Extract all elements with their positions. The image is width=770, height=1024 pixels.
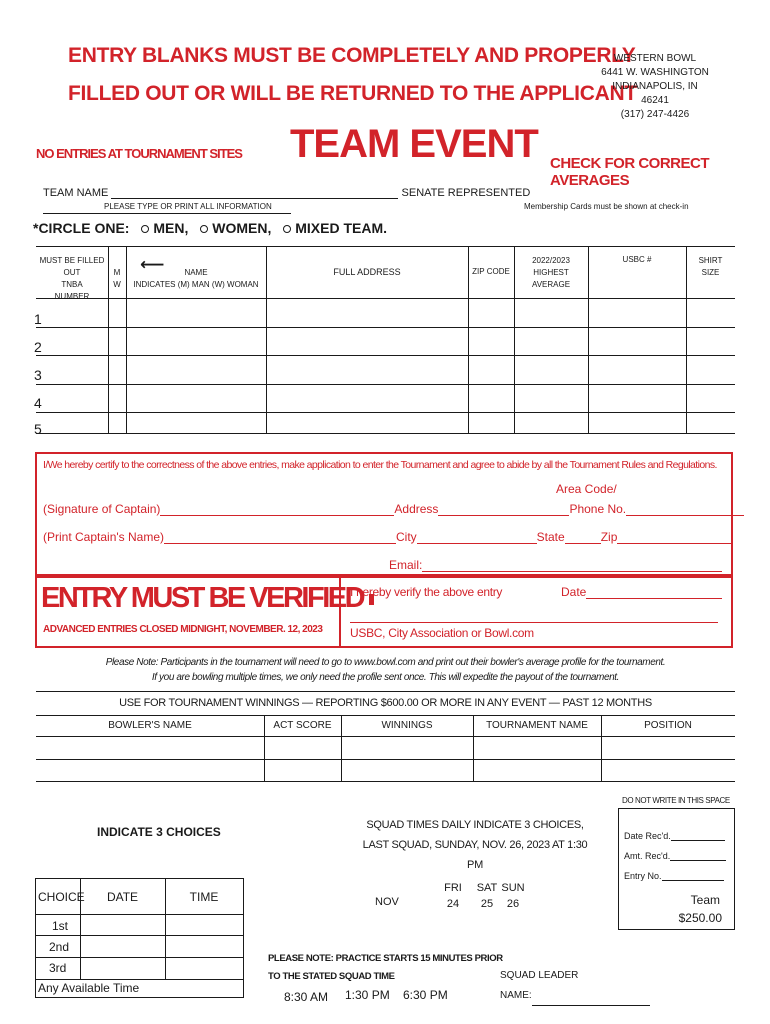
col-position: POSITION	[644, 720, 692, 731]
header-usbc: USBC #	[622, 255, 652, 264]
city-field[interactable]	[417, 530, 537, 544]
squad-leader	[500, 966, 650, 1006]
verify-signature-field[interactable]	[350, 622, 718, 623]
entry-no-label: Entry No.	[624, 871, 662, 881]
verify-date-label: Date	[561, 585, 587, 599]
signature-row	[43, 502, 744, 516]
women-radio[interactable]	[200, 225, 208, 233]
team-name-label: TEAM NAME	[43, 187, 109, 199]
roster-table	[34, 246, 735, 437]
office-use-box	[618, 808, 735, 930]
table-row[interactable]	[36, 299, 735, 328]
squad-month: NOV	[375, 896, 399, 908]
row-number: 1	[34, 311, 42, 327]
print-name-label: (Print Captain's Name)	[43, 530, 164, 544]
choice-3rd[interactable]: 3rd	[49, 961, 67, 975]
signature-label: (Signature of Captain)	[43, 502, 161, 516]
men-radio[interactable]	[141, 225, 149, 233]
area-code-label: Area Code/	[556, 482, 617, 496]
page-title: TEAM EVENT	[290, 122, 538, 166]
membership-note: Membership Cards must be shown at check-in	[524, 202, 689, 211]
zip-label: Zip	[600, 530, 618, 544]
squad-day: FRI 24	[444, 882, 462, 910]
practice-line-1: PLEASE NOTE: PRACTICE STARTS 15 MINUTES PRIOR	[268, 953, 503, 964]
date-recd-label: Date Rec'd.	[624, 831, 671, 841]
no-entries-notice: NO ENTRIES AT TOURNAMENT SITES	[36, 146, 242, 161]
col-winnings: WINNINGS	[381, 720, 433, 731]
squad-line-1: SQUAD TIMES DAILY INDICATE 3 CHOICES,	[366, 819, 584, 831]
verify-text: I hereby verify the above entry	[350, 585, 503, 599]
choice-table	[35, 878, 244, 998]
print-name-field[interactable]	[164, 530, 396, 544]
choice-header: CHOICE	[38, 890, 85, 904]
row-number: 2	[34, 339, 42, 355]
practice-note	[268, 950, 503, 986]
practice-line-2: TO THE STATED SQUAD TIME	[268, 971, 395, 982]
header-mw: M W	[113, 268, 121, 289]
circle-one-row	[33, 220, 387, 236]
team-name-field[interactable]	[111, 184, 398, 199]
certify-box	[35, 452, 733, 576]
choice-1st[interactable]: 1st	[52, 919, 69, 933]
any-available-time[interactable]: Any Available Time	[38, 981, 140, 995]
state-label: State	[536, 530, 565, 544]
certify-text: I/We hereby certify to the correctness of the above entries, make application to enter the Tournament and agree to abide by all the Tournament Rules and Regulations.	[43, 459, 717, 471]
header-address: FULL ADDRESS	[333, 267, 401, 277]
verify-date-row	[561, 585, 722, 599]
left-arrow-icon: ⟵	[140, 255, 165, 274]
date-recd-field[interactable]	[671, 829, 725, 841]
bowl-note	[36, 655, 735, 685]
team-fee-label: Team	[690, 893, 720, 907]
email-row	[389, 558, 722, 572]
header-name: NAME INDICATES (M) MAN (W) WOMAN	[133, 268, 259, 289]
squad-line-2: LAST SQUAD, SUNDAY, NOV. 26, 2023 AT 1:30 PM	[362, 839, 588, 871]
venue-city: INDIANAPOLIS, IN 46241	[612, 81, 698, 106]
squad-time-6-30: 6:30 PM	[403, 988, 448, 1002]
table-row[interactable]	[36, 413, 735, 434]
circle-one-label: *CIRCLE ONE:	[33, 220, 130, 236]
entry-no-field[interactable]	[662, 869, 724, 881]
date-header: DATE	[106, 890, 139, 904]
office-use-title: DO NOT WRITE IN THIS SPACE	[622, 796, 730, 805]
mixed-option: MIXED TEAM.	[295, 220, 388, 236]
col-tournament-name: TOURNAMENT NAME	[486, 720, 588, 731]
email-label: Email:	[389, 558, 423, 572]
squad-time-8-30: 8:30 AM	[284, 990, 329, 1004]
row-number: 5	[34, 421, 42, 437]
squad-leader-label: SQUAD LEADER	[500, 970, 579, 981]
amt-recd-field[interactable]	[670, 849, 726, 861]
warning-line-2: FILLED OUT OR WILL BE RETURNED TO THE APPLICANT	[68, 82, 637, 105]
signature-field[interactable]	[160, 502, 394, 516]
phone-label: Phone No.	[569, 502, 627, 516]
header-tnba: MUST BE FILLED OUT TNBA NUMBER	[39, 256, 105, 301]
squad-leader-name-field[interactable]	[532, 993, 650, 1006]
state-field[interactable]	[565, 530, 601, 544]
row-number: 4	[34, 395, 42, 411]
men-option: MEN,	[153, 220, 189, 236]
choice-2nd[interactable]: 2nd	[49, 940, 70, 954]
city-label: City	[396, 530, 417, 544]
phone-field[interactable]	[626, 502, 744, 516]
squad-day: SAT 25	[476, 882, 498, 910]
col-act-score: ACT SCORE	[273, 720, 332, 731]
winnings-title: USE FOR TOURNAMENT WINNINGS — REPORTING $600.00 OR MORE IN ANY EVENT — PAST 12 MONTHS	[119, 697, 652, 709]
warning-line-1: ENTRY BLANKS MUST BE COMPLETELY AND PROPERLY	[68, 44, 636, 67]
table-row[interactable]	[36, 356, 735, 385]
header-average: 2022/2023 HIGHEST AVERAGE	[531, 256, 571, 289]
address-field[interactable]	[438, 502, 569, 516]
verified-headline: ENTRY MUST BE VERIFIED	[41, 582, 374, 615]
table-row[interactable]	[36, 328, 735, 356]
bowl-note-line-2: If you are bowling multiple times, we only need the profile sent once. This will expedite the payout of the tournament.	[151, 672, 620, 683]
mixed-radio[interactable]	[283, 225, 291, 233]
entries-closed-notice: ADVANCED ENTRIES CLOSED MIDNIGHT, NOVEMBER. 12, 2023	[43, 624, 323, 635]
check-averages-notice: CHECK FOR CORRECT AVERAGES	[550, 155, 709, 189]
time-header: TIME	[189, 890, 219, 904]
women-option: WOMEN,	[212, 220, 272, 236]
amt-recd-label: Amt. Rec'd.	[624, 851, 671, 861]
type-note: PLEASE TYPE OR PRINT ALL INFORMATION	[104, 202, 272, 211]
squad-leader-name-label: NAME:	[500, 990, 532, 1001]
indicate-choices: INDICATE 3 CHOICES	[97, 825, 221, 839]
address-label: Address	[394, 502, 439, 516]
winnings-table	[36, 715, 735, 783]
verify-sources: USBC, City Association or Bowl.com	[350, 626, 534, 640]
squad-time-1-30: 1:30 PM	[345, 988, 390, 1002]
venue-street: 6441 W. WASHINGTON	[601, 67, 709, 78]
header-zip: ZIP CODE	[472, 267, 510, 276]
venue-address	[600, 52, 710, 122]
venue-phone: (317) 247-4426	[620, 109, 690, 120]
verify-box	[35, 576, 733, 648]
verify-date-field[interactable]	[586, 585, 722, 599]
print-name-row	[43, 530, 733, 544]
zip-field[interactable]	[617, 530, 733, 544]
email-field[interactable]	[422, 558, 722, 572]
team-fee: $250.00	[678, 911, 722, 925]
squad-day: SUN 26	[501, 882, 525, 910]
bowl-note-line-1: Please Note: Participants in the tournament will need to go to www.bowl.com and print out their bowler's average profile for the tournament.	[105, 657, 666, 668]
col-bowler-name: BOWLER'S NAME	[108, 720, 192, 731]
header-shirt: SHIRT SIZE	[698, 256, 723, 277]
table-row[interactable]	[36, 385, 735, 413]
squad-times	[360, 815, 590, 875]
venue-name: WESTERN BOWL	[613, 53, 697, 64]
senate-label: SENATE REPRESENTED	[401, 187, 531, 199]
row-number: 3	[34, 367, 42, 383]
